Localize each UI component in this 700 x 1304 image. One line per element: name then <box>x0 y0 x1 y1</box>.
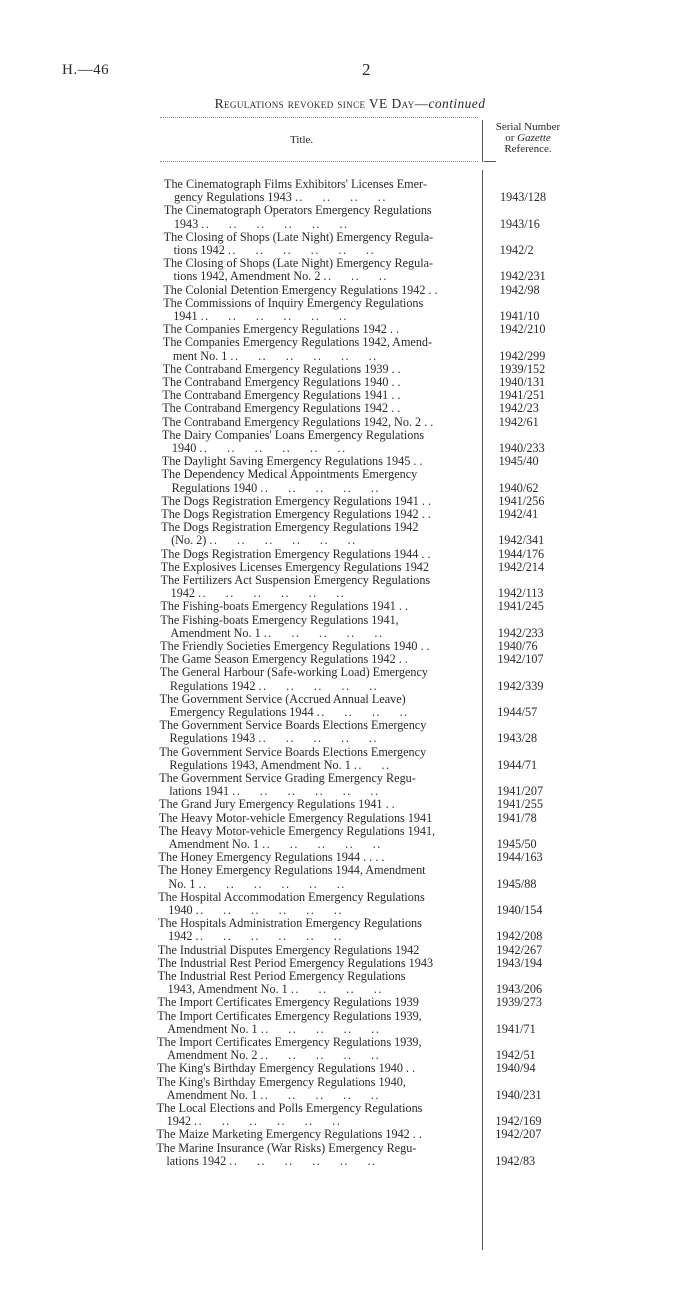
page-title: Regulations revoked since VE Day—continued <box>214 96 486 111</box>
leader-dots: .. .. .. .. <box>294 190 387 205</box>
entry-title-line-1: The Commissions of Inquiry Emergency Regulations <box>163 295 424 310</box>
entry-serial: 1944/163 <box>496 850 543 865</box>
leader-dots: .. .. .. .. .. <box>260 1048 381 1063</box>
entry-serial: 1942/231 <box>499 269 546 284</box>
entry-serial: 1944/71 <box>497 757 538 772</box>
entry-title-line-1: The Industrial Rest Period Emergency Regulations 1943 <box>157 955 434 970</box>
leader-dots: .. .. .. .. .. <box>262 837 382 851</box>
entry-title-line-1: The Honey Emergency Regulations 1944 . . . . <box>158 850 385 865</box>
entry-title-line-1: The Dependency Medical Appointments Emergency <box>161 467 418 482</box>
entry-title-line-1: The Fishing-boats Emergency Regulations 1941, <box>160 612 399 627</box>
entry-title-line-1: The Dogs Registration Emergency Regulations 1944 . . <box>160 546 431 561</box>
entry-serial: 1940/62 <box>498 480 539 495</box>
entry-title <box>162 429 480 455</box>
leader-dots: .. .. .. .. .. .. <box>194 1114 342 1129</box>
entry-serial: 1939/152 <box>499 361 546 376</box>
entry-title-continuation: Regulations 1943, Amendment No. 1 <box>169 757 351 772</box>
entry-title-line-1: The Colonial Detention Emergency Regulations 1942 . . <box>163 282 438 297</box>
entry-title-line-1: The Industrial Disputes Emergency Regulations 1942 <box>157 942 420 957</box>
leader-dots: .. .. .. .. .. <box>260 480 380 495</box>
entry-title-line-2 <box>163 350 481 363</box>
entry-title-line-1: The Heavy Motor-vehicle Emergency Regulations 1941 <box>158 810 433 825</box>
entry-serial: 1940/231 <box>495 1087 542 1102</box>
entry-serial: 1945/40 <box>498 454 539 469</box>
entry-title-line-1: The Import Certificates Emergency Regulations 1939, <box>157 1035 422 1049</box>
header-divider <box>482 120 483 162</box>
serial-header-line-3: Reference. <box>504 143 552 155</box>
entry-title-line-1: The Closing of Shops (Late Night) Emergency Regula- <box>163 256 434 271</box>
entry-title <box>159 825 477 851</box>
entry-title-line-1: The Dogs Registration Emergency Regulations 1942 . . <box>161 507 431 521</box>
entry-title-line-1: The Maize Marketing Emergency Regulations 1942 . . <box>156 1127 422 1142</box>
entry-title <box>164 178 482 204</box>
page-identifier: H.—46 <box>62 62 110 78</box>
entry-title <box>160 600 478 613</box>
entry-title-line-2 <box>161 534 479 547</box>
entry-title-continuation: Regulations 1940 <box>171 480 258 495</box>
entry-title-line-1: The Heavy Motor-vehicle Emergency Regulations 1941, <box>158 823 436 838</box>
entry-title-line-1: The Contraband Emergency Regulations 1942, No. 2 . . <box>162 414 434 429</box>
entry-title <box>157 996 475 1009</box>
entry-serial: 1940/154 <box>496 902 543 917</box>
leader-dots: .. .. .. .. <box>290 982 383 997</box>
entry-title-line-1: The Companies Emergency Regulations 1942 . . <box>163 322 400 337</box>
serial-header-or: or <box>505 132 515 144</box>
entry-title <box>160 666 478 692</box>
leader-dots: .. .. .. .. .. <box>258 731 378 746</box>
entry-title <box>160 614 478 640</box>
entry-title <box>160 719 478 745</box>
entry-serial: 1942/233 <box>497 625 544 640</box>
entry-title-line-1: The Grand Jury Emergency Regulations 1941 . . <box>159 797 395 812</box>
entry-title <box>157 1062 475 1075</box>
entry-title <box>159 746 477 772</box>
entry-title <box>157 1102 475 1128</box>
leader-dots: .. .. .. .. .. .. <box>198 876 346 891</box>
entry-title-continuation: Amendment No. 1 <box>166 1087 258 1102</box>
entry-title <box>158 917 476 943</box>
entry-serial: 1942/341 <box>498 533 545 548</box>
leader-dots: .. .. .. .. .. <box>263 625 384 640</box>
leader-dots: .. .. .. .. .. .. <box>230 348 378 363</box>
entry-serial: 1940/131 <box>499 375 546 389</box>
entry-title-continuation: lations 1941 <box>169 784 230 799</box>
entry-serial: 1942/207 <box>495 1127 542 1142</box>
entry-title-line-2 <box>158 930 476 943</box>
entry-title-continuation: No. 1 <box>168 876 196 891</box>
entry-serial: 1942/214 <box>498 559 545 574</box>
entry-title <box>162 402 480 415</box>
entry-serial: 1942/113 <box>497 586 544 601</box>
entry-title-line-1: The Marine Insurance (War Risks) Emergency Regu- <box>156 1140 417 1155</box>
entry-title-continuation: 1942 <box>168 929 193 944</box>
entry-title-line-2 <box>162 482 480 495</box>
column-header-title: Title. <box>290 134 314 146</box>
entry-title-line-1: The Cinematograph Operators Emergency Regulations <box>163 203 432 218</box>
entry-title <box>161 521 479 547</box>
entry-serial: 1943/16 <box>499 216 540 231</box>
entry-serial: 1942/208 <box>496 929 543 944</box>
entry-title-line-1: The Import Certificates Emergency Regulations 1939, <box>157 1008 422 1023</box>
entry-title <box>157 1036 475 1062</box>
entry-serial: 1941/251 <box>499 388 546 403</box>
entry-serial: 1942/339 <box>497 678 544 693</box>
entry-title-line-1: The Local Elections and Polls Emergency Regulations <box>156 1101 423 1115</box>
entry-title-line-1: The Import Certificates Emergency Regulations 1939 <box>157 995 419 1010</box>
entry-title-continuation: (No. 2) <box>171 533 207 548</box>
entry-title <box>162 416 480 429</box>
entry-title-line-1: The Honey Emergency Regulations 1944, Amendment <box>158 863 426 878</box>
entry-title <box>159 772 477 798</box>
entry-title-continuation: 1940 <box>171 441 197 455</box>
leader-dots: .. .. .. .. .. .. <box>209 533 357 548</box>
column-divider <box>482 170 483 1250</box>
entry-title-continuation: ment No. 1 <box>172 348 228 363</box>
entry-serial: 1942/169 <box>495 1114 542 1129</box>
serial-header-line-1: Serial Number <box>495 121 561 133</box>
entry-title-line-1: The Contraband Emergency Regulations 1939 . . <box>162 361 401 376</box>
entry-serial: 1942/23 <box>498 401 539 416</box>
entry-title <box>156 1128 474 1141</box>
entry-title-continuation: lations 1942 <box>166 1153 227 1168</box>
entry-serial: 1941/207 <box>497 784 544 799</box>
entry-title-line-1: The Fishing-boats Emergency Regulations 1941 . . <box>160 599 409 614</box>
entry-title <box>164 231 482 257</box>
entry-title-line-2 <box>164 218 482 231</box>
entry-title-line-1: The Fertilizers Act Suspension Emergency Regulations <box>160 573 431 587</box>
leader-dots: .. .. .. .. .. .. <box>200 309 348 323</box>
leader-dots: .. .. .. .. .. .. <box>195 903 343 917</box>
serial-header-gazette: Gazette <box>517 132 551 144</box>
entry-title <box>163 284 481 297</box>
entry-title-line-1: The Contraband Emergency Regulations 1941 . . <box>162 388 401 403</box>
header-rule-bottom <box>160 161 478 162</box>
entry-title-continuation: tions 1942 <box>173 243 225 257</box>
leader-dots: .. .. .. .. .. .. <box>227 243 376 257</box>
entry-title <box>164 204 482 230</box>
entry-title-line-2 <box>158 878 476 891</box>
entry-serial: 1940/233 <box>498 440 545 455</box>
entry-serial: 1941/256 <box>498 493 545 508</box>
entry-serial: 1939/273 <box>495 995 542 1010</box>
entry-serial: 1942/83 <box>495 1153 536 1168</box>
leader-dots: .. .. .. .. .. .. <box>232 784 380 799</box>
leader-dots: .. .. .. .. .. <box>258 678 379 693</box>
header-rule-top <box>160 117 478 118</box>
entry-title <box>162 468 480 494</box>
leader-dots: .. .. .. .. .. .. <box>201 216 349 231</box>
entry-serial: 1942/2 <box>499 242 534 257</box>
entry-title-continuation: Amendment No. 1 <box>167 1021 258 1036</box>
entry-title <box>159 812 477 825</box>
entry-title <box>163 336 481 362</box>
entry-serial: 1942/267 <box>496 942 543 957</box>
entry-title-line-1: The Government Service (Accrued Annual Leave) <box>159 691 406 706</box>
entry-title-line-2 <box>156 1155 474 1168</box>
entry-title-continuation: Amendment No. 1 <box>170 625 261 640</box>
entry-serial: 1941/10 <box>499 308 540 323</box>
entry-serial: 1942/107 <box>497 652 544 667</box>
entry-title-line-1: The King's Birthday Emergency Regulations 1940, <box>156 1074 406 1089</box>
entry-title <box>158 944 476 957</box>
entry-serial: 1944/176 <box>498 546 545 561</box>
entry-title-line-1: The Game Season Emergency Regulations 1942 . . <box>160 652 408 667</box>
entry-title-continuation: Emergency Regulations 1944 <box>169 705 314 719</box>
entry-title-continuation: tions 1942, Amendment No. 2 <box>173 269 321 284</box>
entry-serial: 1941/78 <box>496 810 537 825</box>
header-rule-bottom-serial <box>484 161 496 162</box>
entry-title-line-1: The General Harbour (Safe-working Load) Emergency <box>159 665 428 680</box>
page-number: 2 <box>362 60 371 79</box>
leader-dots: .. .. .. .. .. .. <box>199 441 347 455</box>
entry-title-line-1: The Hospital Accommodation Emergency Regulations <box>158 889 425 904</box>
entry-title-line-1: The Friendly Societies Emergency Regulations 1940 . . <box>160 639 430 653</box>
entry-title-line-1: The Daylight Saving Emergency Regulations 1945 . . <box>161 454 423 469</box>
entry-title-continuation: 1943, Amendment No. 1 <box>167 982 288 997</box>
entry-serial: 1945/88 <box>496 876 537 891</box>
entry-title <box>156 1142 474 1168</box>
entry-title-line-1: The Government Service Boards Elections Emergency <box>159 718 427 733</box>
entry-serial: 1942/61 <box>498 414 539 429</box>
entry-title <box>158 891 476 917</box>
entry-serial: 1942/41 <box>498 507 539 521</box>
leader-dots: .. .. .. .. .. <box>260 1021 381 1036</box>
entry-serial: 1940/94 <box>495 1061 536 1076</box>
entry-title <box>160 693 478 719</box>
entry-title-line-1: The Explosives Licenses Emergency Regulations 1942 <box>160 559 429 574</box>
entry-title-line-2 <box>160 680 478 693</box>
entry-serial: 1945/50 <box>496 836 537 851</box>
entry-title-line-1: The Hospitals Administration Emergency Regulations <box>158 916 422 931</box>
entry-title <box>163 297 481 323</box>
entry-title-continuation: 1942 <box>166 1114 191 1129</box>
entry-title <box>161 574 479 600</box>
entry-title-continuation: 1943 <box>173 216 199 231</box>
title-main: Regulations revoked since VE Day <box>214 96 415 111</box>
entry-title <box>157 1076 475 1102</box>
entry-title-line-1: The Government Service Boards Elections Emergency <box>159 744 427 759</box>
entry-title-line-1: The Contraband Emergency Regulations 1940 . . <box>162 375 401 389</box>
entry-serial: 1943/194 <box>496 955 543 970</box>
entry-title-line-1: The Industrial Rest Period Emergency Regulations <box>157 969 406 983</box>
leader-dots: .. .. .. .. .. .. <box>229 1153 377 1168</box>
entry-serial: 1942/299 <box>499 348 546 363</box>
entry-serial: 1943/206 <box>496 982 543 997</box>
entry-serial: 1944/57 <box>497 704 538 719</box>
leader-dots: .. .. <box>353 757 391 772</box>
entry-title <box>158 970 476 996</box>
entry-title <box>164 257 482 283</box>
entry-serial: 1942/98 <box>499 282 540 297</box>
entry-serial: 1943/28 <box>497 731 538 746</box>
entry-serial: 1942/210 <box>499 322 546 337</box>
entry-title-continuation: gency Regulations 1943 <box>174 190 292 205</box>
entry-title-line-1: The Dogs Registration Emergency Regulations 1941 . . <box>161 493 431 508</box>
entry-title <box>158 864 476 890</box>
entry-title-continuation: Regulations 1943 <box>169 731 256 746</box>
entry-title-line-1: The Dogs Registration Emergency Regulations 1942 <box>161 520 419 535</box>
entry-title-line-1: The Cinematograph Films Exhibitors' Licenses Emer- <box>164 177 427 191</box>
leader-dots: .. .. .. .. .. .. <box>195 929 343 944</box>
entry-serial: 1943/128 <box>500 190 547 205</box>
entry-title <box>157 1010 475 1036</box>
entry-title-continuation: Amendment No. 2 <box>167 1048 258 1063</box>
title-suffix: continued <box>428 96 486 111</box>
entry-title-line-1: The King's Birthday Emergency Regulations 1940 . . <box>156 1061 416 1076</box>
entry-title-continuation: 1942 <box>170 586 195 601</box>
entry-serial: 1941/245 <box>497 599 544 614</box>
entry-title-continuation: 1940 <box>168 903 193 917</box>
entry-title-continuation: Regulations 1942 <box>169 678 256 693</box>
leader-dots: .. .. .. <box>323 269 388 284</box>
entry-serial: 1942/51 <box>495 1048 536 1063</box>
entry-title-line-1: The Dairy Companies' Loans Emergency Regulations <box>161 427 425 442</box>
entry-title-continuation: 1941 <box>173 309 198 323</box>
entry-title-line-2 <box>160 732 478 745</box>
leader-dots: .. .. .. .. <box>316 705 409 719</box>
entry-title-line-1: The Closing of Shops (Late Night) Emergency Regula- <box>163 229 434 244</box>
entry-title-line-1: The Companies Emergency Regulations 1942, Amend- <box>162 335 433 350</box>
entry-title-line-1: The Contraband Emergency Regulations 1942 . . <box>162 401 401 416</box>
entry-title-line-2 <box>164 270 482 283</box>
entry-title-continuation: Amendment No. 1 <box>168 837 260 851</box>
leader-dots: .. .. .. .. .. .. <box>198 586 346 601</box>
entry-title-line-1: The Government Service Grading Emergency Regu- <box>159 771 416 785</box>
entry-serial: 1941/71 <box>495 1021 536 1036</box>
column-header-serial <box>488 122 568 155</box>
leader-dots: .. .. .. .. .. <box>260 1087 380 1102</box>
entry-title <box>161 548 479 561</box>
entry-serial: 1940/76 <box>497 639 538 653</box>
entry-serial: 1941/255 <box>496 797 543 812</box>
entry-title <box>159 798 477 811</box>
